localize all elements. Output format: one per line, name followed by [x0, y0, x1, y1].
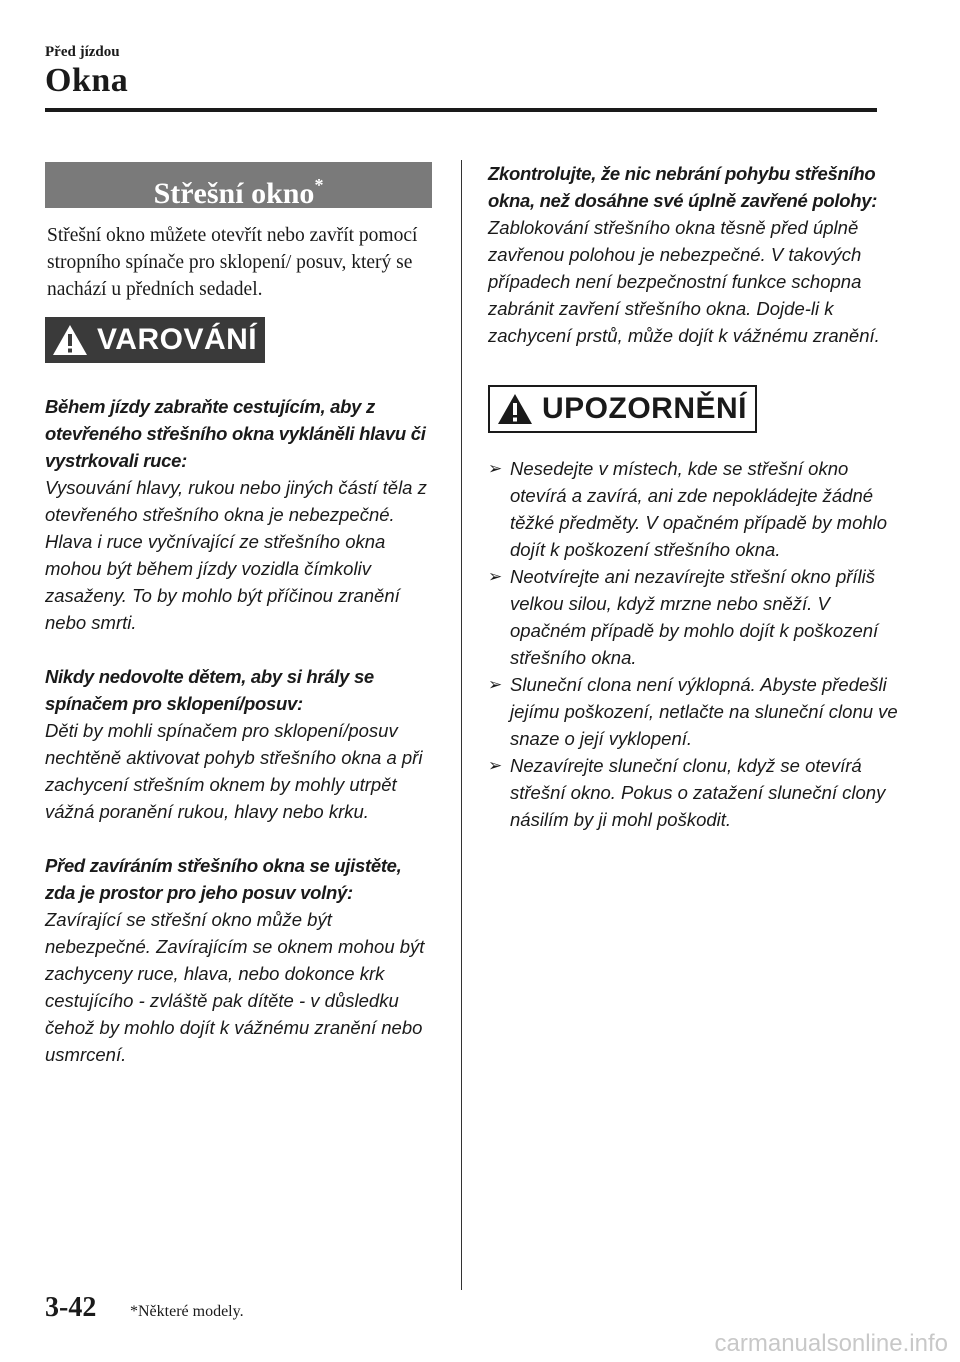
warning-triangle-icon — [51, 323, 89, 357]
warning-item-body: Zavírající se střešní okno může být nebezpečné. Zavírajícím se oknem mohou být zachyceny ruce, hlava, nebo dokonce krk cestujícího - zvláště pak dítěte - v důsledku čehož by mohlo dojít k vážnému zranění nebo usmrcení. — [45, 909, 425, 1065]
warning-item-heading: Během jízdy zabraňte cestujícím, aby z otevřeného střešního okna vykláněli hlavu či vystrkovali ruce: — [45, 396, 426, 471]
caution-item: ➢ Nezavírejte sluneční clonu, když se otevírá střešní okno. Pokus o zatažení sluneční clony násilím by ji mohl poškodit. — [488, 752, 898, 833]
footnote: *Některé modely. — [130, 1303, 244, 1320]
section-asterisk: * — [314, 175, 324, 195]
caution-badge — [488, 385, 757, 433]
section-intro: Střešní okno můžete otevřít nebo zavřít pomocí stropního spínače pro sklopení/ posuv, který se nachází u předních sedadel. — [47, 225, 418, 300]
left-column — [45, 162, 435, 1068]
page-number: 3-42 — [45, 1292, 97, 1323]
section-header — [45, 162, 432, 208]
warning-item-body: Zablokování střešního okna těsně před úplně zavřenou polohou je nebezpečné. V takových případech není bezpečnostní funkce schopna zabránit zavření střešního okna. Dojde-li k zachycení prstů, může dojít k vážnému zranění. — [488, 217, 880, 346]
title-rule — [45, 108, 877, 112]
caution-list — [488, 455, 898, 833]
breadcrumb: Před jízdou — [45, 44, 120, 60]
caution-item: ➢ Nesedejte v místech, kde se střešní okno otevírá a zavírá, ani zde nepokládejte žádné těžké předměty. V opačném případě by mohlo dojít k poškození střešního okna. — [488, 455, 898, 563]
arrow-bullet-icon: ➢ — [488, 567, 503, 586]
caution-label: UPOZORNĚNÍ — [542, 392, 748, 425]
warning-item-body: Vysouvání hlavy, rukou nebo jiných částí těla z otevřeného střešního okna je nebezpečné. Hlava i ruce vyčnívající ze střešního okna mohou být během jízdy vozidla čímkoliv zasaženy. To by mohlo být příčinou zranění nebo smrti. — [45, 477, 427, 633]
caution-item: ➢ Neotvírejte ani nezavírejte střešní okno příliš velkou silou, když mrzne nebo sněží. V opačném případě by mohlo dojít k poškození střešního okna. — [488, 563, 898, 671]
warning-item — [45, 663, 435, 825]
warning-item-heading: Nikdy nedovolte dětem, aby si hrály se spínačem pro sklopení/posuv: — [45, 666, 374, 714]
warning-label: VAROVÁNÍ — [97, 323, 258, 356]
column-divider — [461, 160, 462, 1290]
watermark: carmanualsonline.info — [714, 1330, 948, 1357]
arrow-bullet-icon: ➢ — [488, 459, 503, 478]
warning-item-heading: Zkontrolujte, že nic nebrání pohybu střešního okna, než dosáhne své úplně zavřené polohy: — [488, 163, 878, 211]
caution-item: ➢ Sluneční clona není výklopná. Abyste předešli jejímu poškození, netlačte na sluneční clonu ve snaze o její vyklopení. — [488, 671, 898, 752]
warning-item — [45, 393, 435, 636]
right-column — [488, 160, 898, 833]
warning-triangle-icon — [496, 392, 534, 426]
warning-badge — [45, 317, 265, 363]
section-title: Střešní okno — [153, 177, 315, 210]
warning-item-heading: Před zavíráním střešního okna se ujistěte, zda je prostor pro jeho posuv volný: — [45, 855, 402, 903]
page-title: Okna — [45, 62, 129, 99]
warning-item — [45, 852, 435, 1068]
warning-item — [488, 160, 898, 349]
warning-list — [45, 393, 435, 1068]
warning-list-continued — [488, 160, 898, 349]
warning-item-body: Děti by mohli spínačem pro sklopení/posuv nechtěně aktivovat pohyb střešního okna a při zachycení střešním oknem by mohly utrpět vážná poranění rukou, hlavy nebo krku. — [45, 720, 423, 822]
arrow-bullet-icon: ➢ — [488, 675, 503, 694]
arrow-bullet-icon: ➢ — [488, 756, 503, 775]
